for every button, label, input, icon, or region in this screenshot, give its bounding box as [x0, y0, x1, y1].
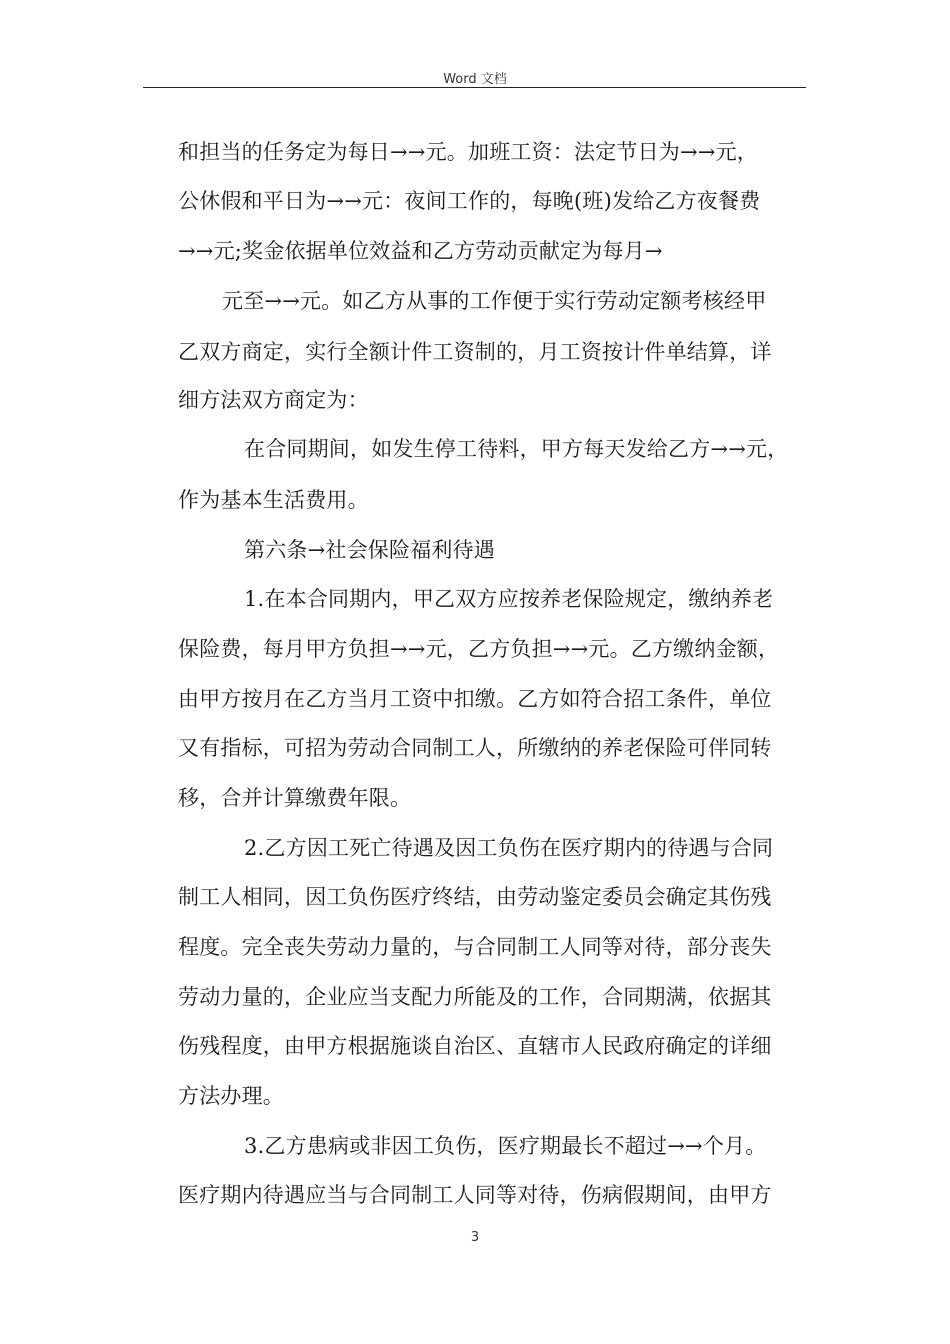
text-line: 方法办理。: [178, 1084, 284, 1108]
text-line: 程度。完全丧失劳动力量的，与合同制工人同等对待，部分丧失: [178, 935, 772, 959]
header-title: Word 文档: [443, 72, 507, 87]
text-line: 在合同期间，如发生停工待料，甲方每天发给乙方→→元，: [244, 437, 789, 461]
text-line: 乙双方商定，实行全额计件工资制的，月工资按计件单结算，详: [178, 340, 772, 364]
text-line: 元至→→元。如乙方从事的工作便于实行劳动定额考核经甲: [222, 289, 767, 313]
text-line: 伤残程度，由甲方根据施谈自治区、直辖市人民政府确定的详细: [178, 1034, 772, 1058]
text-line: 3.乙方患病或非因工负伤，医疗期最长不超过→→个月。: [244, 1134, 767, 1158]
header-divider: [143, 87, 806, 88]
text-line: 和担当的任务定为每日→→元。加班工资：法定节日为→→元，: [178, 140, 758, 164]
text-line: 细方法双方商定为：: [178, 388, 369, 412]
text-line: 移，合并计算缴费年限。: [178, 786, 412, 810]
text-line: 医疗期内待遇应当与合同制工人同等对待，伤病假期间，由甲方: [178, 1183, 772, 1207]
text-line: 制工人相同，因工负伤医疗终结，由劳动鉴定委员会确定其伤残: [178, 885, 772, 909]
text-line: 劳动力量的，企业应当支配力所能及的工作，合同期满，依据其: [178, 985, 772, 1009]
text-line: 1.在本合同期内，甲乙双方应按养老保险规定，缴纳养老: [244, 587, 774, 611]
page-number: 3: [470, 1230, 480, 1245]
text-line: 公休假和平日为→→元：夜间工作的，每晚(班)发给乙方夜餐费: [178, 189, 761, 213]
text-line: 又有指标，可招为劳动合同制工人，所缴纳的养老保险可伴同转: [178, 736, 772, 760]
text-line: →→元;奖金依据单位效益和乙方劳动贡献定为每月→: [178, 239, 663, 263]
section-heading: 第六条→社会保险福利待遇: [244, 538, 495, 562]
text-line: 由甲方按月在乙方当月工资中扣缴。乙方如符合招工条件，单位: [178, 687, 772, 711]
text-line: 作为基本生活费用。: [178, 488, 369, 512]
text-line: 保险费，每月甲方负担→→元，乙方负担→→元。乙方缴纳金额，: [178, 637, 780, 661]
text-line: 2.乙方因工死亡待遇及因工负伤在医疗期内的待遇与合同: [244, 836, 774, 860]
